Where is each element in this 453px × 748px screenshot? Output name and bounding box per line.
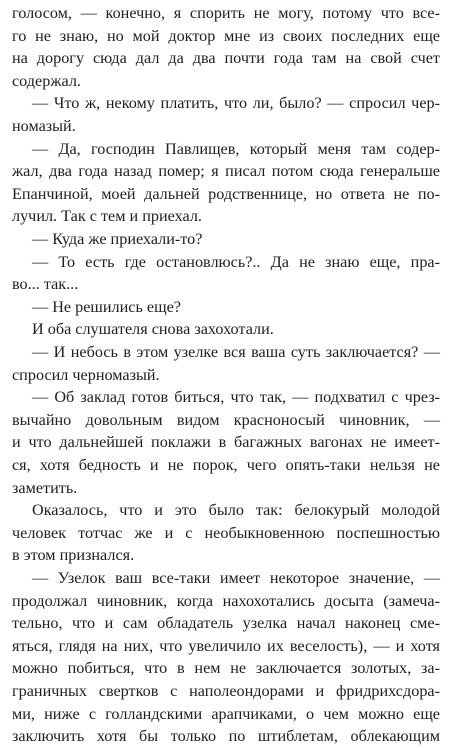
text-line: — И небось в этом узелке вся ваша суть заключается? — [32,343,440,361]
book-page [12,0,440,746]
text-line: Епанчиной, моей дальней родственнице, но ответа не по- [12,184,440,203]
text-line: и что дальнейшей поклажи в багажных вагонах не имеет- [12,433,440,452]
text-line: лучил. Так с тем и приехал. [12,207,202,226]
text-line: — Да, господин Павлищев, который меня там содер- [32,139,440,158]
text-line: во... так... [12,275,79,294]
text-line: жал, два года назад помер; я писал потом сюда генеральше [12,162,440,181]
text-line: граничных свертков с наполеондорами и фридрихсдора- [12,682,440,700]
text-line: голосом, — конечно, я спорить не могу, потому что все- [12,4,440,22]
text-line: содержал. [12,71,81,90]
text-line: — Что ж, некому платить, что ли, было? — спросил чер- [32,94,440,113]
text-line: — Узелок ваш все-таки имеет некоторое значение, — [32,569,440,587]
text-line: вычайно довольным видом красноносый чиновник, — [12,410,440,429]
text-line: — То есть где остановлюсь?.. Да не знаю еще, пра- [32,252,440,271]
text-line: номазый. [12,117,76,135]
text-line: заметить. [12,478,78,497]
text-line: ми, ниже с голландскими арапчиками, о чем можно еще [12,704,440,723]
text-line: тельно, что и сам обладатель узелка начал наконец сме- [12,614,440,633]
text-line: продолжал чиновник, когда нахохотались досыта (замеча- [12,591,440,610]
text-line: ся, хотя бедность и не порок, чего опять-таки нельзя не [12,456,440,474]
text-line: — Куда же приехали-то? [32,230,203,248]
text-line: го не знаю, но мой доктор мне из своих последних еще [12,26,440,45]
text-line: яться, глядя на них, что увеличило их веселость), — и хотя [12,636,440,655]
text-line: можно побиться, что в нем не заключается золотых, за- [12,659,440,678]
text-line: в этом признался. [12,546,135,565]
text-line: И оба слушателя снова захохотали. [32,320,274,339]
text-line: Оказалось, что и это было так: белокурый молодой [32,501,440,520]
text-line: заключить хотя бы только по штиблетам, облекающим [12,727,440,746]
text-line: — Не решились еще? [32,297,181,316]
text-line: человек тотчас же и с необыкновенною поспешностью [12,523,440,542]
text-line: на дорогу сюда дал да два почти года там на свой счет [12,49,440,68]
text-line: — Об заклад готов биться, что так, — подхватил с чрез- [32,388,440,407]
text-line: спросил черномазый. [12,365,160,384]
